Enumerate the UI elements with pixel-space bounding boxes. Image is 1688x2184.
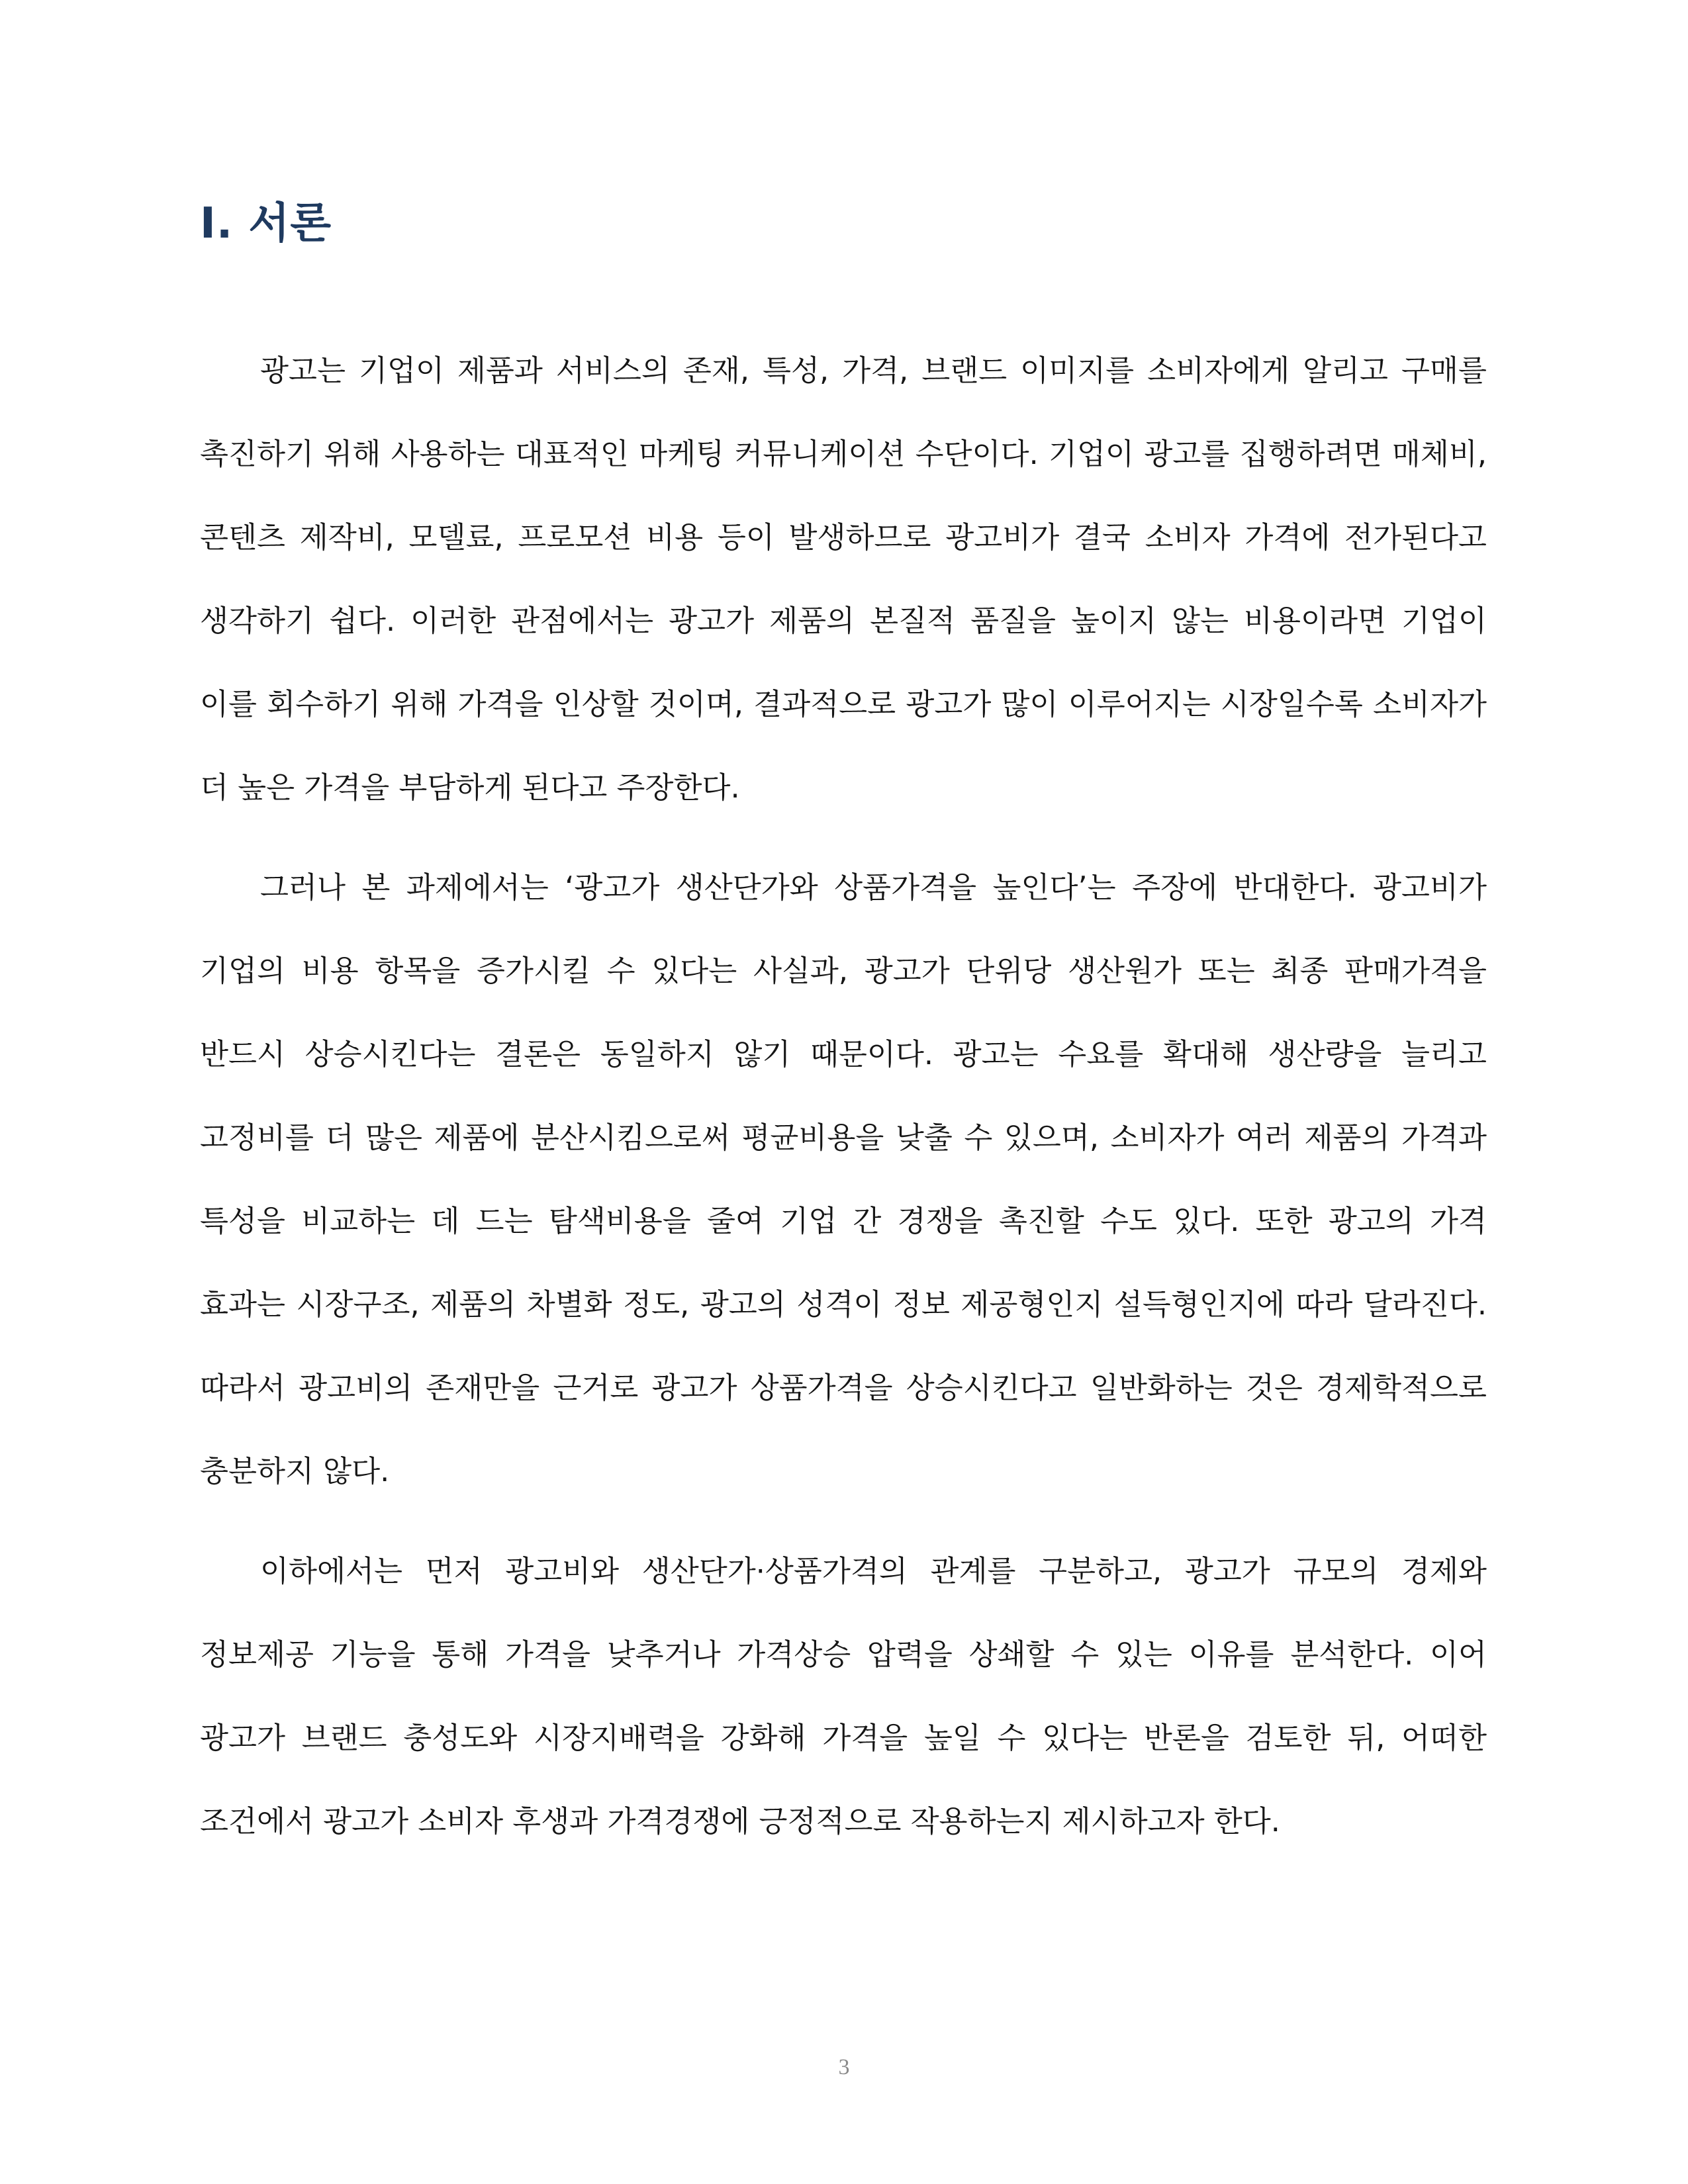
paragraph-intro: 광고는 기업이 제품과 서비스의 존재, 특성, 가격, 브랜드 이미지를 소비자에게 알리고 구매를 촉진하기 위해 사용하는 대표적인 마케팅 커뮤니케이션 수단이다. 기업이 광고를 집행하려면 매체비, 콘텐츠 제작비, 모델료, 프로모션 비용 등이 발생하므로 광고비가 결국 소비자 가격에 전가된다고 생각하기 쉽다. 이러한 관점에서는 광고가 제품의 본질적 품질을 높이지 않는 비용이라면 기업이 이를 회수하기 위해 가격을 인상할 것이며, 결과적으로 광고가 많이 이루어지는 시장일수록 소비자가 더 높은 가격을 부담하게 된다고 주장한다. bbox=[200, 354, 1487, 805]
paragraph-argument: 그러나 본 과제에서는 ‘광고가 생산단가와 상품가격을 높인다’는 주장에 반대한다. 광고비가 기업의 비용 항목을 증가시킬 수 있다는 사실과, 광고가 단위당 생산원가 또는 최종 판매가격을 반드시 상승시킨다는 결론은 동일하지 않기 때문이다. 광고는 수요를 확대해 생산량을 늘리고 고정비를 더 많은 제품에 분산시킴으로써 평균비용을 낮출 수 있으며, 소비자가 여러 제품의 가격과 특성을 비교하는 데 드는 탐색비용을 줄여 기업 간 경쟁을 촉진할 수도 있다. 또한 광고의 가격 효과는 시장구조, 제품의 차별화 정도, 광고의 성격이 정보 제공형인지 설득형인지에 따라 달라진다. 따라서 광고비의 존재만을 근거로 광고가 상품가격을 상승시킨다고 일반화하는 것은 경제학적으로 충분하지 않다. bbox=[200, 871, 1487, 1488]
section-heading: Ⅰ. 서론 bbox=[200, 199, 332, 248]
paragraph-outline: 이하에서는 먼저 광고비와 생산단가·상품가격의 관계를 구분하고, 광고가 규모의 경제와 정보제공 기능을 통해 가격을 낮추거나 가격상승 압력을 상쇄할 수 있는 이유를 분석한다. 이어 광고가 브랜드 충성도와 시장지배력을 강화해 가격을 높일 수 있다는 반론을 검토한 뒤, 어떠한 조건에서 광고가 소비자 후생과 가격경쟁에 긍정적으로 작용하는지 제시하고자 한다. bbox=[200, 1555, 1487, 1839]
body-text bbox=[200, 330, 1487, 1880]
page-number: 3 bbox=[838, 2055, 850, 2079]
